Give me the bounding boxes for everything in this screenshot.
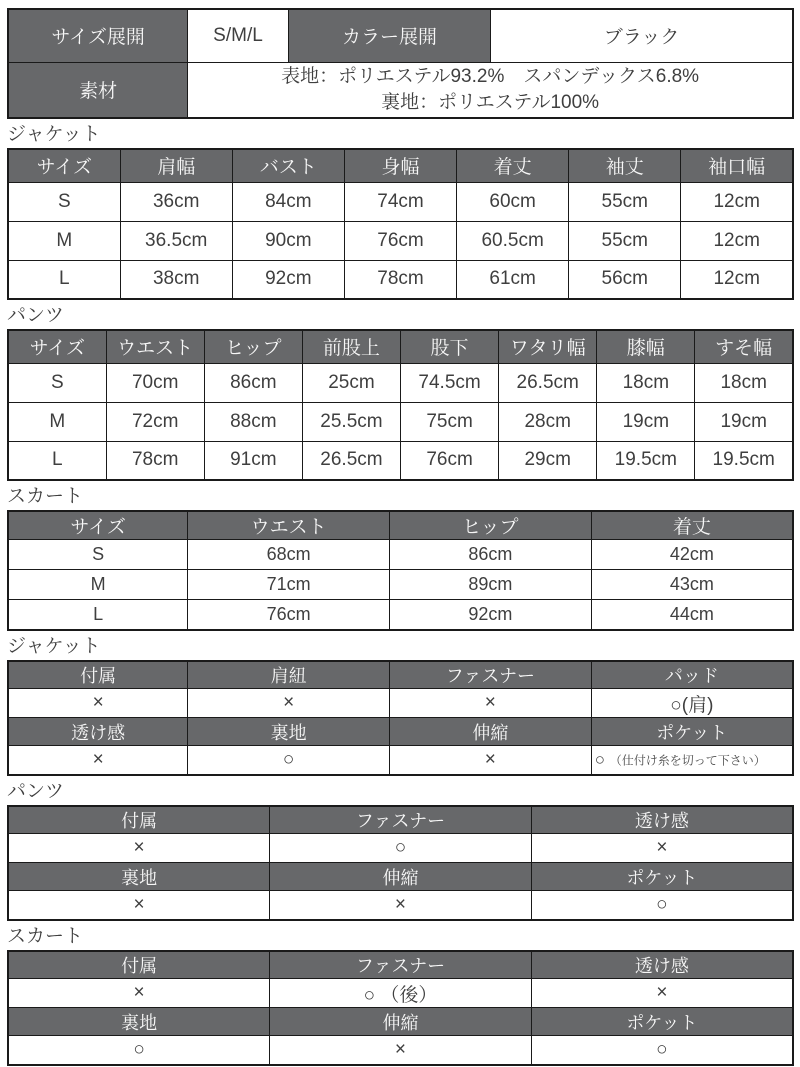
header-row <box>8 951 793 979</box>
value-cell: 56cm <box>569 260 681 299</box>
value-cell: 19cm <box>695 402 793 441</box>
table-row <box>8 540 793 570</box>
header-row <box>8 1008 793 1036</box>
value-cell: 86cm <box>389 540 591 570</box>
value-cell: × <box>8 834 270 863</box>
value-cell: 74.5cm <box>401 363 499 402</box>
header-cell: サイズ <box>8 511 188 540</box>
value-cell: M <box>8 402 106 441</box>
header-row <box>8 661 793 689</box>
header-cell: サイズ <box>8 330 106 363</box>
header-cell: ポケット <box>531 1008 793 1036</box>
value-cell: 42cm <box>591 540 793 570</box>
table-row <box>8 441 793 480</box>
table-row <box>8 570 793 600</box>
header-cell: 肩幅 <box>120 149 232 182</box>
value-cell: 76cm <box>344 221 456 260</box>
header-cell: ウエスト <box>106 330 204 363</box>
value-cell: 38cm <box>120 260 232 299</box>
header-cell: ワタリ幅 <box>499 330 597 363</box>
section-title-skirt-size: スカート <box>7 486 84 507</box>
value-cell: 28cm <box>499 402 597 441</box>
value-cell: 12cm <box>681 182 793 221</box>
value-cell: 76cm <box>188 600 390 630</box>
value-cell: L <box>8 441 106 480</box>
header-cell: ヒップ <box>204 330 302 363</box>
value-cell: 78cm <box>344 260 456 299</box>
header-row <box>8 330 793 363</box>
header-row <box>8 718 793 746</box>
value-cell: 61cm <box>457 260 569 299</box>
value-cell: ○ <box>531 1036 793 1065</box>
value-cell: 18cm <box>695 363 793 402</box>
value-cell: S <box>8 540 188 570</box>
value-cell: × <box>531 979 793 1008</box>
table-row <box>8 182 793 221</box>
material-row <box>8 62 793 118</box>
header-cell: 膝幅 <box>597 330 695 363</box>
circle-mark: ○ <box>594 749 610 769</box>
value-cell: 72cm <box>106 402 204 441</box>
value-cell: 25.5cm <box>302 402 400 441</box>
cell-note: （仕付け糸を切って下さい） <box>609 753 766 768</box>
header-row <box>8 149 793 182</box>
value-cell: M <box>8 221 120 260</box>
header-cell: ファスナー <box>270 806 532 834</box>
header-cell: 付属 <box>8 806 270 834</box>
material-line-lining: 裏地：ポリエステル100% <box>381 91 600 113</box>
header-cell: ファスナー <box>270 951 532 979</box>
table-row <box>8 221 793 260</box>
header-cell: 伸縮 <box>389 718 591 746</box>
header-cell: 肩紐 <box>188 661 390 689</box>
value-cell: × <box>188 689 390 718</box>
header-cell: ファスナー <box>389 661 591 689</box>
header-cell: 裏地 <box>8 1008 270 1036</box>
value-cell: S <box>8 363 106 402</box>
value-cell: ○(肩) <box>591 689 793 718</box>
skirt-detail-table <box>7 950 794 1066</box>
value-cell: 19cm <box>597 402 695 441</box>
pants-detail-table <box>7 805 794 921</box>
table-row <box>8 979 793 1008</box>
header-cell: ポケット <box>531 863 793 891</box>
pants-size-table <box>7 329 794 481</box>
value-cell: 55cm <box>569 221 681 260</box>
value-cell: 92cm <box>232 260 344 299</box>
value-cell: ○ （後） <box>270 979 532 1008</box>
value-cell: S <box>8 182 120 221</box>
table-row <box>8 363 793 402</box>
header-row <box>8 511 793 540</box>
value-cell: ○ <box>270 834 532 863</box>
header-cell: サイズ <box>8 149 120 182</box>
header-cell: 透け感 <box>531 951 793 979</box>
value-cell: 55cm <box>569 182 681 221</box>
value-cell: 43cm <box>591 570 793 600</box>
value-cell: × <box>270 891 532 920</box>
table-row <box>8 260 793 299</box>
value-cell: 92cm <box>389 600 591 630</box>
table-row <box>8 402 793 441</box>
color-range-value: ブラック <box>491 9 793 62</box>
value-cell: L <box>8 260 120 299</box>
header-cell: 裏地 <box>8 863 270 891</box>
material-label: 素材 <box>8 62 188 118</box>
value-cell: 44cm <box>591 600 793 630</box>
value-cell: 70cm <box>106 363 204 402</box>
header-cell: 股下 <box>401 330 499 363</box>
section-title-skirt-detail: スカート <box>7 925 84 947</box>
header-cell: 付属 <box>8 661 188 689</box>
value-cell: 90cm <box>232 221 344 260</box>
header-cell: バスト <box>232 149 344 182</box>
value-cell: 36.5cm <box>120 221 232 260</box>
header-cell: 袖口幅 <box>681 149 793 182</box>
size-color-row <box>8 9 793 62</box>
header-cell: 袖丈 <box>569 149 681 182</box>
value-cell: 26.5cm <box>302 441 400 480</box>
color-range-label: カラー展開 <box>288 9 491 62</box>
header-cell: 伸縮 <box>270 1008 532 1036</box>
value-cell: × <box>389 746 591 775</box>
section-title-jacket-size: ジャケット <box>7 124 101 145</box>
header-cell: すそ幅 <box>695 330 793 363</box>
value-cell: M <box>8 570 188 600</box>
value-cell: 29cm <box>499 441 597 480</box>
value-cell: 60cm <box>457 182 569 221</box>
header-cell: 伸縮 <box>270 863 532 891</box>
material-line-outer: 表地：ポリエステル93.2% スパンデックス6.8% <box>281 65 700 87</box>
section-title-pants-size: パンツ <box>7 305 65 326</box>
value-cell: 60.5cm <box>457 221 569 260</box>
header-row <box>8 806 793 834</box>
skirt-size-table <box>7 510 794 631</box>
value-cell: × <box>531 834 793 863</box>
value-cell: 84cm <box>232 182 344 221</box>
header-cell: 身幅 <box>344 149 456 182</box>
header-cell: 着丈 <box>591 511 793 540</box>
header-cell: 着丈 <box>457 149 569 182</box>
value-cell: L <box>8 600 188 630</box>
value-cell: 19.5cm <box>597 441 695 480</box>
material-value <box>188 62 793 118</box>
value-cell: 76cm <box>401 441 499 480</box>
value-cell: ○ <box>8 1036 270 1065</box>
value-cell: × <box>270 1036 532 1065</box>
section-title-pants-detail: パンツ <box>7 780 65 802</box>
value-cell: × <box>8 689 188 718</box>
table-row <box>8 689 793 718</box>
header-cell: ウエスト <box>188 511 390 540</box>
section-title-jacket-detail: ジャケット <box>7 635 101 657</box>
value-cell: 75cm <box>401 402 499 441</box>
value-cell: 12cm <box>681 221 793 260</box>
value-cell: 12cm <box>681 260 793 299</box>
header-cell: ヒップ <box>389 511 591 540</box>
table-row <box>8 600 793 630</box>
jacket-detail-table <box>7 660 794 776</box>
product-info-table <box>7 8 794 119</box>
header-cell: 裏地 <box>188 718 390 746</box>
header-cell: ポケット <box>591 718 793 746</box>
value-cell: 18cm <box>597 363 695 402</box>
value-cell: 91cm <box>204 441 302 480</box>
value-cell: ○ <box>531 891 793 920</box>
header-cell: 付属 <box>8 951 270 979</box>
header-cell: 透け感 <box>8 718 188 746</box>
value-cell: 68cm <box>188 540 390 570</box>
value-cell: 74cm <box>344 182 456 221</box>
header-cell: パッド <box>591 661 793 689</box>
table-row <box>8 1036 793 1065</box>
table-row <box>8 891 793 920</box>
value-cell: 19.5cm <box>695 441 793 480</box>
value-cell: × <box>8 979 270 1008</box>
header-cell: 透け感 <box>531 806 793 834</box>
value-cell: × <box>8 746 188 775</box>
jacket-size-table <box>7 148 794 300</box>
value-cell: × <box>8 891 270 920</box>
value-cell: 89cm <box>389 570 591 600</box>
value-cell: 88cm <box>204 402 302 441</box>
value-cell-with-note <box>591 746 793 775</box>
size-range-label: サイズ展開 <box>8 9 188 62</box>
value-cell: 36cm <box>120 182 232 221</box>
header-cell: 前股上 <box>302 330 400 363</box>
value-cell: 26.5cm <box>499 363 597 402</box>
table-row <box>8 746 793 775</box>
value-cell: ○ <box>188 746 390 775</box>
value-cell: 25cm <box>302 363 400 402</box>
table-row <box>8 834 793 863</box>
value-cell: 86cm <box>204 363 302 402</box>
value-cell: 71cm <box>188 570 390 600</box>
value-cell: 78cm <box>106 441 204 480</box>
size-range-value: S/M/L <box>188 9 288 62</box>
value-cell: × <box>389 689 591 718</box>
header-row <box>8 863 793 891</box>
